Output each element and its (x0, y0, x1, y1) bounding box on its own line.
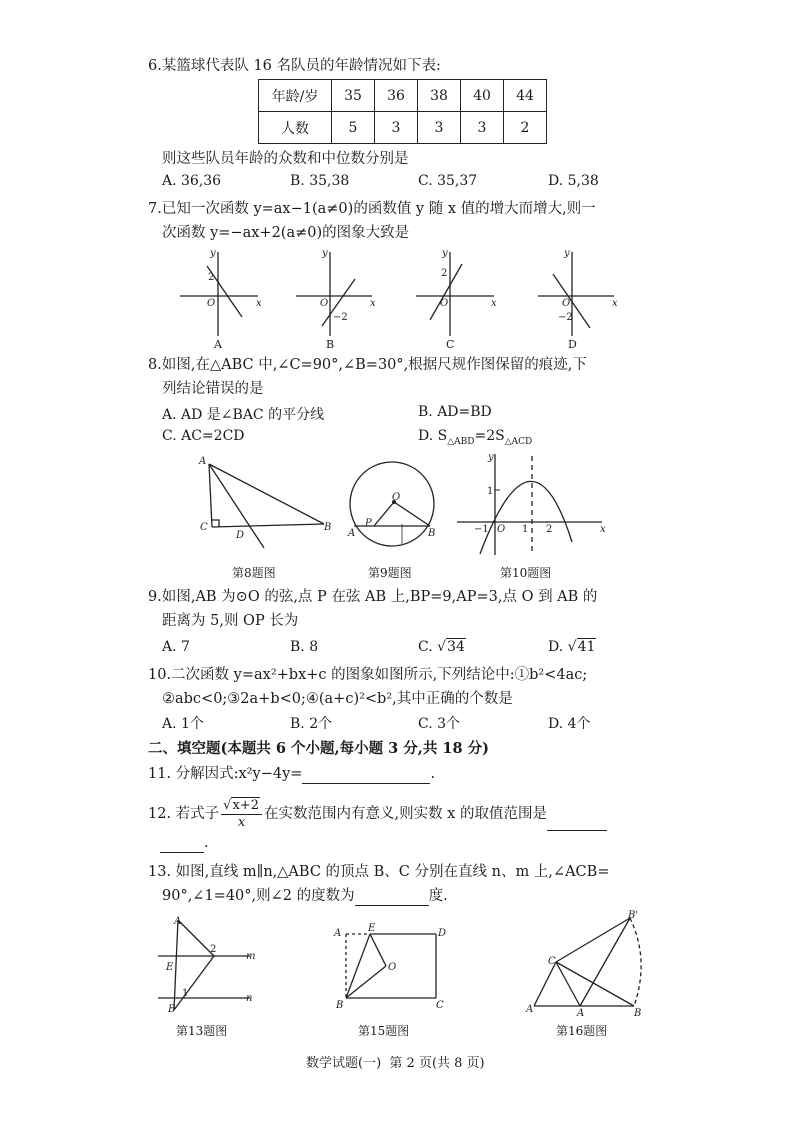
table-cell: 3 (375, 112, 418, 144)
q12-numerator: x+2 (232, 797, 259, 813)
q8-option-b: B. AD=BD (418, 404, 492, 420)
q10-option-a: A. 1个 (162, 716, 204, 732)
q12-end: . (204, 835, 209, 851)
fig9-label: O (392, 492, 401, 503)
table-cell: 5 (332, 112, 375, 144)
q12-answer-blank-2[interactable] (160, 836, 204, 853)
fig10-label: x (600, 524, 606, 535)
q13-text: 度. (428, 888, 448, 904)
fig10-label: −1 (474, 524, 489, 535)
graph-axis-label: x (612, 298, 618, 309)
fig10-label: 2 (546, 524, 553, 535)
fig10-label: O (497, 524, 506, 535)
fig8-caption: 第8题图 (232, 566, 276, 580)
q6-option-b: B. 35,38 (290, 173, 350, 189)
q8-option-d-sub: △ACD (504, 436, 533, 447)
graph-intercept-label: −2 (558, 312, 573, 323)
q8-option-d-sub: △ABD (447, 436, 475, 447)
graph-axis-label: y (210, 248, 216, 259)
fig13-label: A (174, 916, 182, 927)
q6-option-d: D. 5,38 (548, 173, 599, 189)
table-cell: 40 (461, 80, 504, 112)
graph-axis-label: x (491, 298, 497, 309)
fig16-label: B (634, 1008, 642, 1019)
q9-option-c-text: C. (418, 639, 438, 655)
q11-text: 11. 分解因式:x²y−4y= (148, 766, 303, 782)
fig16 (522, 906, 657, 1019)
graph-letter: B (326, 338, 335, 351)
table-cell: 38 (418, 80, 461, 112)
table-cell: 年龄/岁 (259, 80, 332, 112)
q9-option-d-radicand: 41 (577, 639, 596, 655)
graph-axis-label: x (370, 298, 376, 309)
q10-line1: 10.二次函数 y=ax²+bx+c 的图象如图所示,下列结论中:①b²<4ac; (148, 667, 588, 683)
q9-line2: 距离为 5,则 OP 长为 (162, 613, 299, 629)
q12-line2 (160, 833, 209, 853)
fig13 (156, 912, 266, 1017)
q8-line1: 8.如图,在△ABC 中,∠C=90°,∠B=30°,根据尺规作图保留的痕迹,下 (148, 357, 587, 373)
graph-origin-label: O (320, 298, 329, 309)
q13-line2 (162, 886, 448, 906)
fig15-label: D (438, 928, 447, 939)
fig13-label: m (246, 951, 256, 962)
table-cell: 36 (375, 80, 418, 112)
graph-axis-label: y (322, 248, 328, 259)
fig9-label: P (365, 518, 372, 529)
q6-option-c: C. 35,37 (418, 173, 478, 189)
fig15-label: A (334, 928, 342, 939)
q9-option-c: C. √34 (418, 639, 465, 655)
q8-option-d-text: D. S (418, 428, 448, 444)
fig13-caption: 第13题图 (176, 1024, 228, 1038)
fig8-label: D (236, 530, 245, 541)
q6-stem: 6.某篮球代表队 16 名队员的年龄情况如下表: (148, 58, 441, 74)
q11-end: . (430, 766, 436, 782)
fig13-label: 1 (182, 988, 189, 999)
fig13-label: 2 (210, 944, 217, 955)
q8-option-d (418, 428, 532, 447)
table-row (259, 80, 547, 112)
fig9-label: B (428, 528, 436, 539)
section-heading: 二、填空题(本题共 6 个小题,每小题 3 分,共 18 分) (148, 740, 489, 757)
graph-intercept-label: 2 (208, 272, 215, 283)
q6-ask: 则这些队员年龄的众数和中位数分别是 (162, 151, 409, 167)
fig13-label: n (246, 993, 253, 1004)
fig10-label: 1 (522, 524, 529, 535)
graph-origin-label: O (440, 298, 449, 309)
table-cell: 35 (332, 80, 375, 112)
q11-answer-blank[interactable] (302, 767, 430, 784)
q10-option-d: D. 4个 (548, 716, 591, 732)
fig9-label: A (348, 528, 356, 539)
fig15-label: O (388, 962, 397, 973)
q8-line2: 列结论错误的是 (162, 381, 264, 397)
fig15-caption: 第15题图 (358, 1024, 410, 1038)
fig16-label: C (548, 956, 556, 967)
q10-option-c: C. 3个 (418, 716, 461, 732)
table-cell: 3 (461, 112, 504, 144)
fig8-label: A (199, 456, 207, 467)
fig9 (342, 458, 442, 558)
table-row (259, 112, 547, 144)
q12-fraction: $\frac{√x+2}{x}$ (221, 798, 262, 831)
graph-origin-label: O (562, 298, 571, 309)
fig8-label: C (200, 522, 208, 533)
fig8-label: B (324, 522, 332, 533)
fig9-caption: 第9题图 (368, 566, 412, 580)
fig16-label: A (526, 1004, 534, 1015)
graph-axis-label: y (564, 248, 570, 259)
q10-option-b: B. 2个 (290, 716, 333, 732)
q7-graphs (0, 244, 794, 354)
page-footer: 数学试题(一) 第 2 页(共 8 页) (306, 1056, 485, 1071)
fig8 (196, 452, 336, 552)
table-cell: 3 (418, 112, 461, 144)
fig10-label: 1 (487, 486, 494, 497)
q7-line2: 次函数 y=−ax+2(a≠0)的图象大致是 (162, 225, 410, 241)
fig10-caption: 第10题图 (500, 566, 552, 580)
fig16-label: A (577, 1008, 585, 1019)
fig15-label: B (336, 1000, 344, 1011)
q9-option-d: D. √41 (548, 639, 596, 655)
age-table (258, 79, 547, 144)
graph-axis-label: y (442, 248, 448, 259)
q12-denominator: x (237, 814, 246, 830)
q6-option-a: A. 36,36 (162, 173, 222, 189)
graph-letter: D (568, 338, 577, 351)
graph-origin-label: O (207, 298, 216, 309)
graph-letter: A (214, 338, 222, 351)
graph-axis-label: x (256, 298, 262, 309)
q13-answer-blank[interactable] (355, 889, 429, 906)
q9-option-b: B. 8 (290, 639, 319, 655)
q9-option-c-radicand: 34 (447, 639, 465, 655)
q8-option-a: A. AD 是∠BAC 的平分线 (162, 407, 325, 423)
q8-option-c: C. AC=2CD (162, 428, 245, 444)
fig13-label: E (166, 962, 174, 973)
q9-option-a: A. 7 (162, 639, 190, 655)
q12 (148, 797, 607, 831)
q11 (148, 764, 435, 784)
fig10-label: y (488, 452, 494, 463)
fig16-label: B' (628, 910, 639, 921)
graph-intercept-label: −2 (333, 312, 348, 323)
q10-line2: ②abc<0;③2a+b<0;④(a+c)²<b²,其中正确的个数是 (162, 691, 513, 707)
table-cell: 2 (504, 112, 547, 144)
fig15-label: E (368, 923, 376, 934)
q7-line1: 7.已知一次函数 y=ax−1(a≠0)的函数值 y 随 x 值的增大而增大,则一 (148, 201, 596, 217)
q12-prefix: 12. 若式子 (148, 806, 220, 822)
fig15 (328, 920, 458, 1015)
graph-intercept-label: 2 (441, 268, 448, 279)
q12-answer-blank-1[interactable] (547, 814, 607, 831)
q12-suffix: 在实数范围内有意义,则实数 x 的取值范围是 (263, 806, 547, 822)
q13-text: 90°,∠1=40°,则∠2 的度数为 (162, 888, 355, 904)
q13-line1: 13. 如图,直线 m∥n,△ABC 的顶点 B、C 分别在直线 n、m 上,∠ACB= (148, 864, 610, 880)
table-cell: 44 (504, 80, 547, 112)
fig13-label: B (168, 1004, 176, 1015)
q8-option-d-text: =2S (474, 428, 505, 444)
q9-option-d-text: D. (548, 639, 568, 655)
graph-letter: C (446, 338, 455, 351)
fig15-label: C (436, 1000, 444, 1011)
q9-line1: 9.如图,AB 为⊙O 的弦,点 P 在弦 AB 上,BP=9,AP=3,点 O 到 AB 的 (148, 589, 598, 605)
fig10 (452, 450, 612, 560)
table-cell: 人数 (259, 112, 332, 144)
fig16-caption: 第16题图 (556, 1024, 608, 1038)
